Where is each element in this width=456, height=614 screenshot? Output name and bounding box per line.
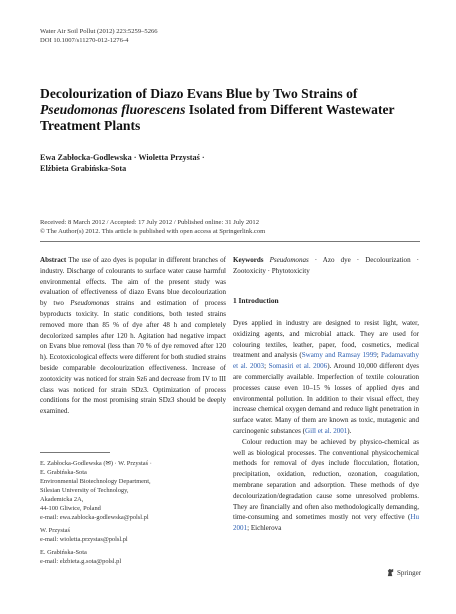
author-list [40, 152, 420, 174]
citation-link[interactable]: Swamy and Ramsay 1999 [301, 351, 377, 360]
affiliation-line: E. Grabińska-Sota [40, 549, 87, 557]
text-run: ; Eichlerova [247, 524, 282, 533]
affiliation-line: Silesian University of Technology, [40, 487, 129, 495]
keywords-species: Pseudomonas [269, 256, 309, 264]
affiliation-block-3 [40, 548, 226, 566]
header-divider [40, 241, 420, 242]
open-access-notice: © The Author(s) 2012. This article is published with open access at Springerlink.com [40, 228, 266, 235]
email-link[interactable]: e-mail: ewa.zablocka-godlewska@polsl.pl [40, 514, 149, 522]
journal-header [40, 27, 158, 45]
text-run: ; [264, 362, 269, 371]
title-species: Pseudomonas fluorescens [40, 102, 186, 117]
abstract-text-a: The use of azo dyes is popular in different branches of industry. Discharge of colourants to surface water cause harmful environmental effects. The aim of the present study was evaluation of effectiveness of diazo Evans blue decolourization by two [40, 256, 226, 308]
keywords-list: · Azo dye · Decolourization · Zootoxicity · Phytotoxicity [233, 256, 419, 275]
journal-citation: Water Air Soil Pollut (2012) 223:5259–5266 [40, 28, 158, 35]
text-run: ; [376, 351, 382, 360]
received-dates: Received: 8 March 2012 / Accepted: 17 July 2012 / Published online: 31 July 2012 [40, 219, 260, 226]
article-title [40, 86, 420, 134]
email-link[interactable]: e-mail: wioletta.przystas@polsl.pl [40, 536, 128, 544]
email-link[interactable]: e-mail: elzbieta.g.sota@polsl.pl [40, 558, 122, 566]
article-dates [40, 218, 420, 236]
authors-line-1: Ewa Zabłocka-Godlewska · Wioletta Przystaś · [40, 153, 205, 162]
affiliation-line: E. Zabłocka-Godlewska (✉) · W. Przystaś · [40, 460, 152, 467]
introduction-body [233, 318, 419, 534]
affiliation-line: E. Grabińska-Sota [40, 469, 87, 477]
citation-link[interactable]: Padamavathy et al. 2003 [233, 351, 419, 371]
text-run: ). [347, 426, 352, 435]
author-affiliations [40, 459, 226, 571]
title-part-1: Decolourization of Diazo Evans Blue by Two Strains of [40, 86, 358, 101]
doi-line: DOI 10.1007/s11270-012-1276-4 [40, 37, 129, 44]
publisher-name: Springer [397, 569, 422, 578]
springer-horse-logo-icon [386, 568, 395, 579]
affiliation-block-1 [40, 459, 226, 522]
citation-link[interactable]: Gill et al. 2001 [305, 426, 348, 435]
abstract-label: Abstract [40, 256, 67, 264]
text-run: Colour reduction may be achieved by physico-chemical as well as biological processes. The conventional physicochemical methods for removal of dyes include flocculation, flotation, precipitation, oxidation, reduction, ozonation, coagulation, membrane separation and adsorption. These methods of dye decolourization/degradation cause some unresolved problems. They are financially and often also methodologically demanding, time-consuming and sometimes mostly not very effective ( [233, 437, 419, 522]
affiliation-line: Environmental Biotechnology Department, [40, 478, 151, 486]
affiliation-line: Akademicka 2A, [40, 496, 84, 504]
publisher-logo [386, 568, 421, 579]
affiliation-line: 44-100 Gliwice, Poland [40, 505, 101, 513]
text-run: Dyes applied in industry are designed to resist light, water, oxidizing agents, and microbial attack. They are used for colouring textiles, leather, paper, food, cosmetics, medical treatment and analysis ( [233, 319, 419, 360]
affiliation-block-2 [40, 526, 226, 544]
citation-link[interactable]: Somasiri et al. 2006 [268, 362, 328, 371]
keywords-label: Keywords [233, 256, 264, 264]
abstract-species: Pseudomonas [70, 299, 110, 308]
citation-link[interactable]: Hu 2001 [233, 513, 419, 533]
footnote-divider [40, 452, 110, 453]
section-heading-introduction: 1 Introduction [233, 296, 279, 305]
affiliation-line: W. Przystaś [40, 527, 70, 535]
intro-paragraph-2 [233, 437, 419, 534]
abstract [40, 255, 226, 417]
keywords [233, 255, 419, 277]
authors-line-2: Elżbieta Grabińska-Sota [40, 164, 127, 173]
title-part-2: Isolated from Different Wastewater Treatment Plants [40, 102, 395, 133]
abstract-text-b: strains and estimation of process byproducts toxicity. In static conditions, both tested strains removed more than 85 % of dye after 48 h and completely decolorized samples after 120 h. Agitation had negative impact on Evans blue removal (less than 70 % of dye removed after 120 h). Ecotoxicological effects were different for both studied strains beside comparable decolourization effectiveness. Increase of zootoxicity was noticed for strain Sz6 and decrease from IV to III class was noticed for strain SDz3. Optimization of process conditions for the most promising strain SDz3 should be deeply examined. [40, 299, 226, 416]
intro-paragraph-1 [233, 318, 419, 437]
text-run: ). Around 10,000 different dyes are commercially available. Imperfection of textile colouration processes cause even 10–15 % losses of applied dyes and environmental pollution. In addition to their visual effect, they increase chemical oxygen demand and reduce light penetration in surface water. Many of them are known as toxic, mutagenic and carcinogenic substances ( [233, 362, 419, 435]
